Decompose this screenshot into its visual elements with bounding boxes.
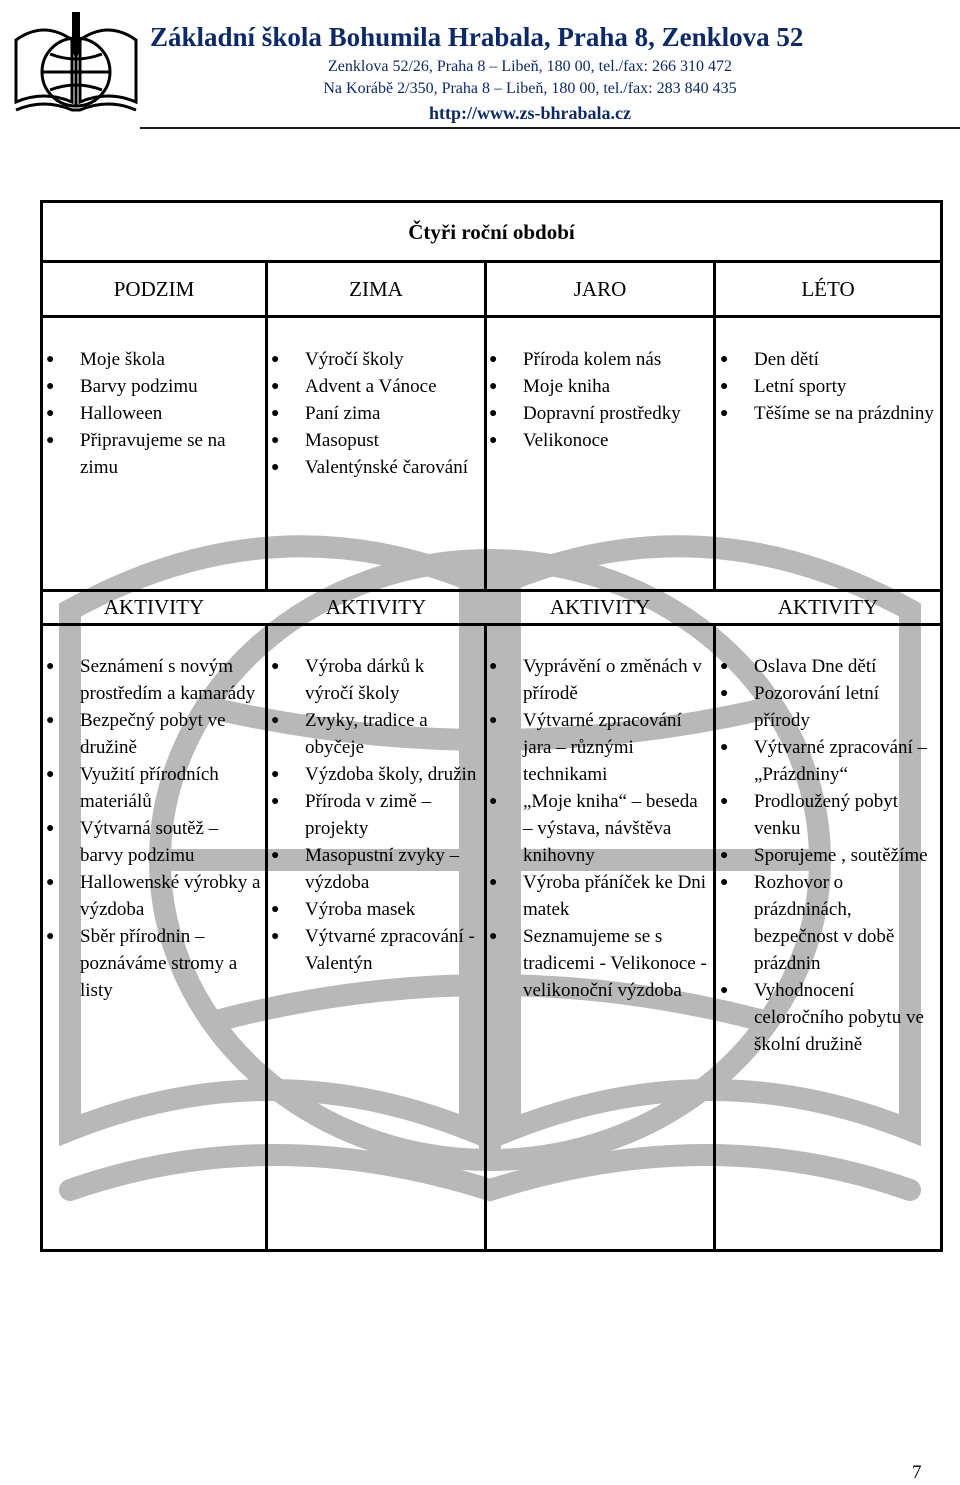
activities-summer [754, 653, 936, 1058]
list-item: ● Rozhovor o prázdninách, bezpečnost v době prázdnin [712, 869, 936, 977]
list-item: ● Využití přírodních materiálů [38, 761, 262, 815]
page-number: 7 [912, 1462, 922, 1483]
activities-heading-winter: AKTIVITY [325, 595, 427, 619]
list-item: ● Halloween [38, 400, 262, 427]
list-item: ● Výroba masek [263, 896, 477, 923]
season-header-spring: JARO [573, 277, 627, 301]
list-item: ● Paní zima [263, 400, 480, 427]
list-item: ● Výtvarné zpracování - Valentýn [263, 923, 477, 977]
list-item: ● Výtvarná soutěž – barvy podzimu [38, 815, 262, 869]
activities-autumn [80, 653, 262, 1004]
topics-winter [305, 346, 480, 481]
list-item: ● Masopustní zvyky – výzdoba [263, 842, 477, 896]
list-item: ● Příroda v zimě – projekty [263, 788, 477, 842]
list-item: ● Výročí školy [263, 346, 480, 373]
list-item: ● Výroba přáníček ke Dni matek [481, 869, 708, 923]
list-item: ● Zvyky, tradice a obyčeje [263, 707, 477, 761]
list-item: ● Valentýnské čarování [263, 454, 480, 481]
list-item: ● Hallowenské výrobky a výzdoba [38, 869, 262, 923]
list-item: ● Výtvarné zpracování – „Prázdniny“ [712, 734, 936, 788]
list-item: ● Moje kniha [481, 373, 708, 400]
list-item: ● Sporujeme , soutěžíme [712, 842, 936, 869]
list-item: ● Seznámení s novým prostředím a kamarády [38, 653, 262, 707]
season-header-autumn: PODZIM [113, 277, 195, 301]
list-item: ● Bezpečný pobyt ve družině [38, 707, 262, 761]
list-item: ● „Moje kniha“ – beseda – výstava, návštěva knihovny [481, 788, 708, 869]
season-header-summer: LÉTO [801, 277, 855, 301]
list-item: ● Seznamujeme se s tradicemi - Velikonoce - velikonoční výzdoba [481, 923, 708, 1004]
list-item: ● Prodloužený pobyt venku [712, 788, 936, 842]
activities-spring [523, 653, 708, 1004]
list-item: ● Advent a Vánoce [263, 373, 480, 400]
activities-winter [305, 653, 477, 977]
list-item: ● Vyhodnocení celoročního pobytu ve školní družině [712, 977, 936, 1058]
school-name: Základní škola Bohumila Hrabala, Praha 8, Zenklova 52 [150, 22, 804, 52]
list-item: ● Výzdoba školy, družin [263, 761, 477, 788]
list-item: ● Výtvarné zpracování jara – různými technikami [481, 707, 708, 788]
activities-heading-spring: AKTIVITY [549, 595, 651, 619]
list-item: ● Pozorování letní přírody [712, 680, 936, 734]
list-item: ● Masopust [263, 427, 480, 454]
table-title: Čtyři roční období [408, 219, 575, 244]
list-item: ● Příroda kolem nás [481, 346, 708, 373]
season-header-winter: ZIMA [349, 277, 403, 301]
list-item: ● Den dětí [712, 346, 936, 373]
list-item: ● Moje škola [38, 346, 262, 373]
list-item: ● Oslava Dne dětí [712, 653, 936, 680]
table-border-right [940, 200, 943, 1252]
list-item: ● Velikonoce [481, 427, 708, 454]
school-logo [10, 10, 142, 130]
activities-heading-autumn: AKTIVITY [103, 595, 205, 619]
list-item: ● Vyprávění o změnách v přírodě [481, 653, 708, 707]
list-item: ● Připravujeme se na zimu [38, 427, 262, 481]
school-website-link[interactable]: http://www.zs-bhrabala.cz [429, 103, 631, 123]
list-item: ● Barvy podzimu [38, 373, 262, 400]
address-line-1: Zenklova 52/26, Praha 8 – Libeň, 180 00, tel./fax: 266 310 472 [328, 58, 732, 75]
topics-autumn [80, 346, 262, 481]
topics-spring [523, 346, 708, 454]
list-item: ● Výroba dárků k výročí školy [263, 653, 477, 707]
list-item: ● Sběr přírodnin – poznáváme stromy a listy [38, 923, 262, 1004]
header-divider [140, 127, 960, 129]
list-item: ● Letní sporty [712, 373, 936, 400]
topics-summer [754, 346, 936, 427]
table-border-bottom [40, 1249, 943, 1252]
list-item: ● Těšíme se na prázdniny [712, 400, 936, 427]
activities-heading-summer: AKTIVITY [777, 595, 879, 619]
address-line-2: Na Korábě 2/350, Praha 8 – Libeň, 180 00, tel./fax: 283 840 435 [323, 80, 737, 97]
list-item: ● Dopravní prostředky [481, 400, 708, 427]
